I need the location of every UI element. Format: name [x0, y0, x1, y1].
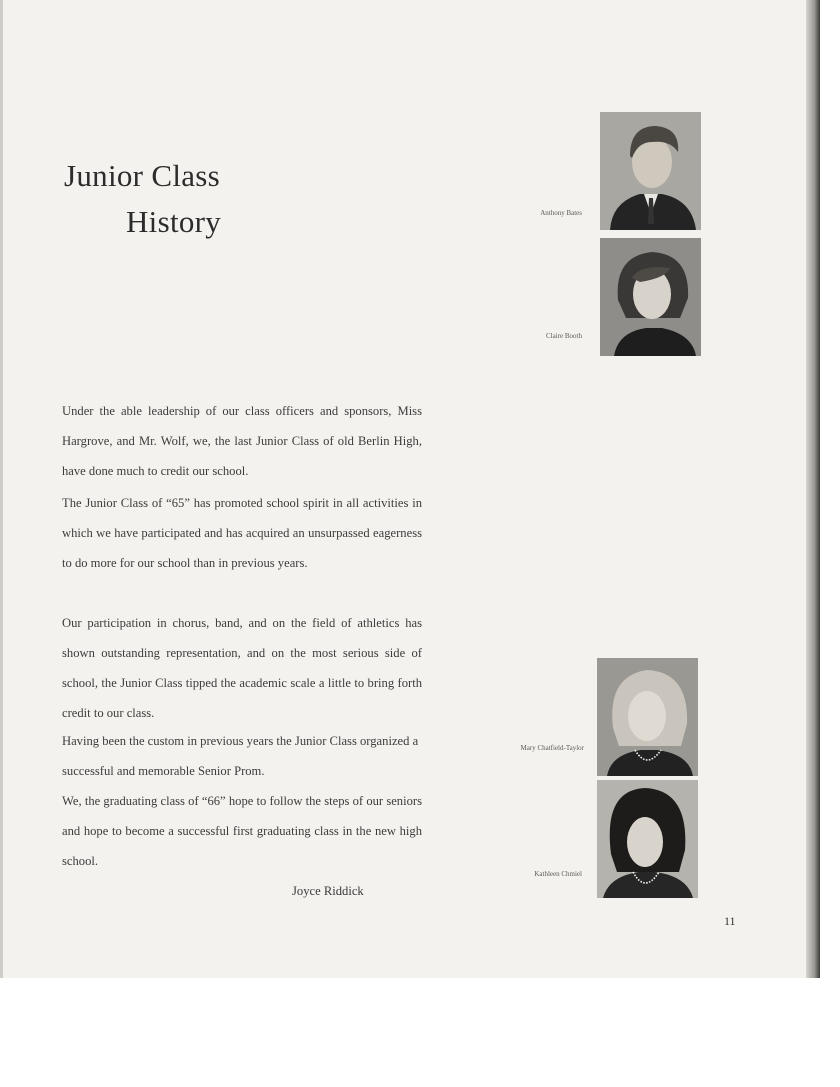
author-signature: Joyce Riddick — [292, 884, 364, 898]
student-photo — [600, 112, 701, 230]
student-photo — [597, 780, 698, 898]
history-paragraph: Our participation in chorus, band, and on the field of athletics has shown outstanding representation, and on the most serious side of school, the Junior Class tipped the academic scale a little to bring forth credit to our class. — [62, 616, 422, 720]
history-paragraph: The Junior Class of “65” has promoted school spirit in all activities in which we have participated and has acquired an unsurpassed eagerness to do more for our school than in previous years. — [62, 496, 422, 570]
history-paragraph: Under the able leadership of our class officers and sponsors, Miss Hargrove, and Mr. Wolf, we, the last Junior Class of old Berlin High, have done much to credit our school. — [62, 404, 422, 478]
page-gutter — [0, 0, 3, 978]
student-photo — [600, 238, 701, 356]
portrait-photo — [600, 112, 701, 230]
portrait-caption: Mary Chatfield-Taylor — [520, 744, 584, 752]
portrait-photo — [600, 238, 701, 356]
page-title-line2: History — [126, 204, 222, 239]
portrait-caption: Kathleen Chmiel — [534, 870, 582, 878]
page-edge-shadow — [806, 0, 820, 978]
portrait-photo — [597, 780, 698, 898]
portrait-photo — [597, 658, 698, 776]
page-title-line1: Junior Class — [64, 158, 221, 193]
portrait-caption: Anthony Bates — [540, 209, 582, 217]
history-paragraph: Having been the custom in previous years the Junior Class organized a successful and memorable Senior Prom. — [62, 734, 419, 778]
history-paragraph: We, the graduating class of “66” hope to follow the steps of our seniors and hope to become a successful first graduating class in the new high school. — [62, 794, 422, 868]
page-number: 11 — [724, 914, 736, 928]
portrait-caption: Claire Booth — [546, 332, 582, 340]
student-photo — [597, 658, 698, 776]
